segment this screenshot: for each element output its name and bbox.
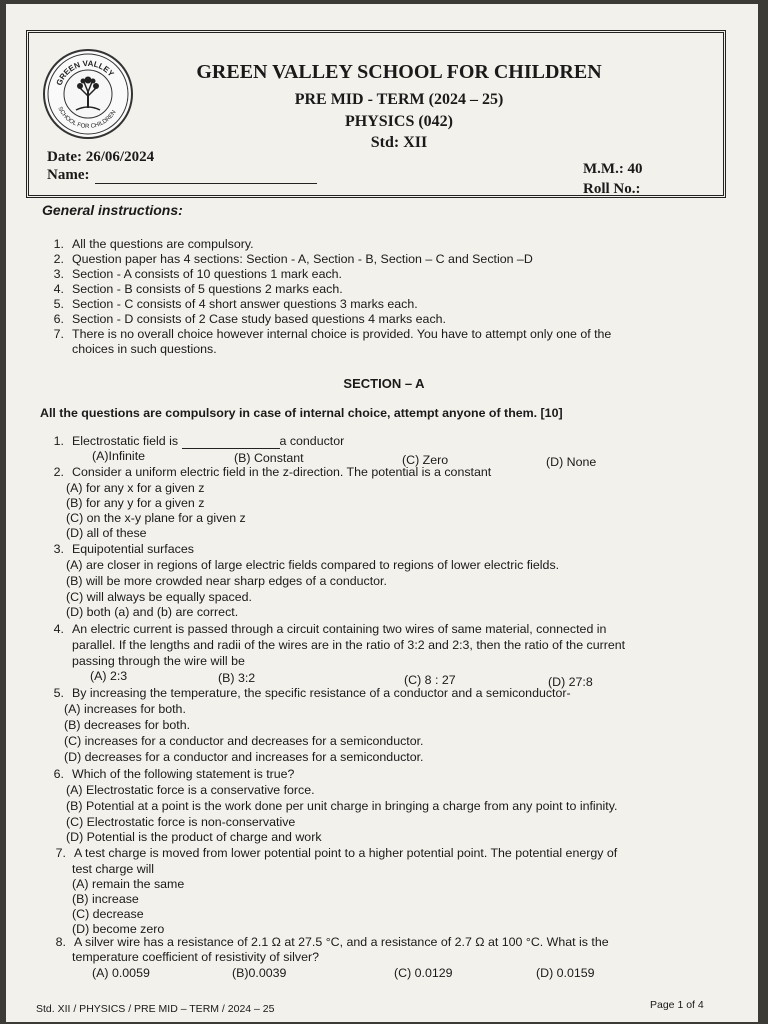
answer-blank-line	[182, 437, 280, 449]
roll-label: Roll No.:	[583, 181, 641, 197]
name-label: Name:	[47, 167, 90, 183]
instruction-item: 1. All the questions are compulsory.	[53, 237, 254, 251]
instruction-item: 3. Section - A consists of 10 questions 1 mark each.	[53, 267, 342, 281]
instruction-item: 4. Section - B consists of 5 questions 2 marks each.	[53, 282, 343, 296]
question-6: 6. Which of the following statement is true?	[53, 767, 295, 781]
date-label: Date: 26/06/2024	[47, 149, 155, 165]
svg-text:GREEN VALLEY: GREEN VALLEY	[54, 58, 116, 87]
question-4-line: parallel. If the lengths and radii of the wires are in the ratio of 3:2 and 2:3, then the ratio of the current	[72, 638, 626, 652]
instruction-item: 2. Question paper has 4 sections: Section - A, Section - B, Section – C and Section –D	[53, 252, 533, 266]
max-marks-label: M.M.: 40	[583, 161, 643, 177]
option: (A) increases for both.	[64, 702, 186, 716]
option: (D) Potential is the product of charge and work	[66, 830, 322, 844]
option: (A) Electrostatic force is a conservative force.	[66, 783, 315, 797]
instruction-item: 5. Section - C consists of 4 short answer questions 3 marks each.	[53, 297, 418, 311]
subject-title: PHYSICS (042)	[344, 113, 453, 130]
question-5: 5. By increasing the temperature, the specific resistance of a conductor and a semiconductor-	[53, 686, 571, 700]
option: (B) for any y for a given z	[66, 496, 205, 510]
option: (D) None	[546, 455, 597, 469]
section-a-title: SECTION – A	[343, 376, 425, 391]
option: (A) 2:3	[90, 669, 128, 683]
option: (D) 27:8	[548, 675, 593, 689]
option: (C) 8 : 27	[404, 673, 456, 687]
option: (B) Potential at a point is the work done per unit charge in bringing a charge from any point to infinity.	[66, 799, 618, 813]
svg-text:SCHOOL FOR CHILDREN: SCHOOL FOR CHILDREN	[56, 106, 118, 131]
option: (D) 0.0159	[536, 966, 595, 980]
section-a-note: All the questions are compulsory in case of internal choice, attempt anyone of them. [10]	[40, 406, 563, 420]
footer-left: Std. XII / PHYSICS / PRE MID – TERM / 2024 – 25	[36, 1003, 275, 1015]
instruction-item: 6. Section - D consists of 2 Case study based questions 4 marks each.	[53, 312, 446, 326]
option: (D) become zero	[72, 922, 165, 936]
question-4: 4. An electric current is passed through a circuit containing two wires of same material, connected in	[53, 622, 607, 636]
option: (B) Constant	[234, 451, 304, 465]
std-label: Std: XII	[370, 134, 428, 151]
option: (B) will be more crowded near sharp edges of a conductor.	[66, 574, 387, 588]
option: (D) decreases for a conductor and increases for a semiconductor.	[64, 750, 424, 764]
option: (B) 3:2	[218, 671, 256, 685]
option: (C) increases for a conductor and decreases for a semiconductor.	[64, 734, 424, 748]
option: (B) increase	[72, 892, 139, 906]
option: (D) both (a) and (b) are correct.	[66, 605, 239, 619]
option: (A) for any x for a given z	[66, 481, 205, 495]
question-8: 8. A silver wire has a resistance of 2.1 Ω at 27.5 °C, and a resistance of 2.7 Ω at 100 °C. What is the	[55, 935, 609, 949]
option: (A)Infinite	[92, 449, 146, 463]
question-4-line: passing through the wire will be	[72, 654, 245, 668]
option: (C) 0.0129	[394, 966, 453, 980]
option: (C) Electrostatic force is non-conservative	[66, 815, 296, 829]
question-8-line: temperature coefficient of resistivity of silver?	[72, 950, 319, 964]
option: (A) 0.0059	[92, 966, 150, 980]
option: (B)0.0039	[232, 966, 287, 980]
question-2: 2. Consider a uniform electric field in the z-direction. The potential is a constant	[53, 465, 492, 479]
option: (D) all of these	[66, 526, 147, 540]
school-name: GREEN VALLEY SCHOOL FOR CHILDREN	[196, 61, 602, 83]
question-7-line: test charge will	[72, 862, 154, 876]
option: (B) decreases for both.	[64, 718, 191, 732]
instruction-item: 7. There is no overall choice however internal choice is provided. You have to attempt only one of the	[53, 327, 612, 341]
option: (C) will always be equally spaced.	[66, 590, 252, 604]
option: (C) decrease	[72, 907, 144, 921]
question-7: 7. A test charge is moved from lower potential point to a higher potential point. The potential energy of	[55, 846, 618, 860]
option: (A) are closer in regions of large electric fields compared to regions of lower electric fields.	[66, 558, 560, 572]
option: (C) Zero	[402, 453, 449, 467]
page-number: Page 1 of 4	[650, 999, 704, 1011]
exam-title: PRE MID - TERM (2024 – 25)	[294, 91, 504, 108]
instruction-item: choices in such questions.	[72, 342, 217, 356]
option: (A) remain the same	[72, 877, 185, 891]
option: (C) on the x-y plane for a given z	[66, 511, 246, 525]
question-3: 3. Equipotential surfaces	[53, 542, 194, 556]
instructions-title: General instructions:	[42, 202, 183, 218]
question-1: 1. Electrostatic field is a conductor	[53, 434, 345, 448]
